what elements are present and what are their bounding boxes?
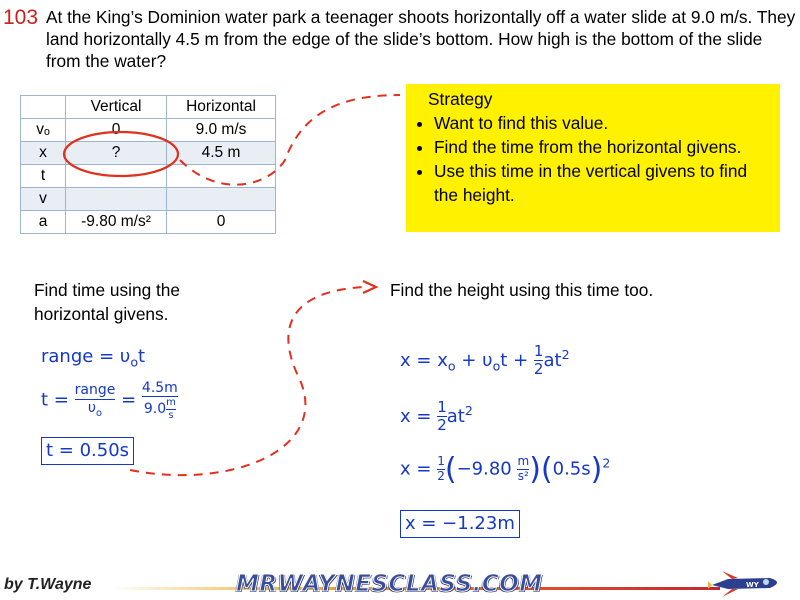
cell-horizontal: 9.0 m/s (167, 119, 276, 142)
eq-term: υ (119, 346, 131, 367)
strategy-item: • Find the time from the horizontal givens. (434, 135, 774, 159)
paren: ) (529, 452, 541, 487)
equation-simplified (400, 399, 473, 435)
eq-term: x (400, 458, 411, 480)
row-label: v (21, 188, 66, 211)
table-row (21, 188, 276, 211)
cell-vertical (66, 188, 167, 211)
strategy-title: Strategy (428, 89, 493, 109)
table-header-blank (21, 96, 66, 119)
eq-term: t (500, 349, 508, 371)
eq-subscript: o (96, 407, 103, 419)
eq-term: t (41, 389, 49, 411)
fraction-numerator: m (166, 397, 176, 409)
fraction-numerator: 1 (437, 454, 445, 469)
step1-title: Find time using the horizontal givens. (34, 280, 181, 324)
fraction-numerator: m (517, 454, 530, 469)
equation-time (41, 380, 178, 421)
step2-title: Find the height using this time too. (390, 280, 654, 300)
table-row (21, 119, 276, 142)
rocket-label: WY (746, 581, 759, 589)
eq-sign: = (416, 405, 432, 427)
eq-sign: + (461, 349, 477, 371)
cell-horizontal (167, 188, 276, 211)
eq-sign: = (416, 458, 432, 480)
equation-kinematic (400, 343, 570, 379)
eq-sign: = (99, 346, 115, 367)
eq-term: 9.0 (143, 401, 167, 418)
equation-substituted (400, 452, 610, 487)
row-label: x (21, 142, 66, 165)
unit-fraction (517, 455, 529, 484)
eq-term: x (400, 349, 411, 371)
cell-vertical: 0 (66, 119, 167, 142)
result-time: t = 0.50s (41, 437, 134, 465)
eq-subscript: o (447, 358, 456, 374)
site-logo: MRWAYNESCLASS.COM (236, 571, 543, 597)
eq-subscript: o (492, 358, 501, 374)
eq-term: x (400, 405, 411, 427)
row-label: a (21, 211, 66, 234)
question-text: At the King’s Dominion water park a teenager shoots horizontally off a water slide at 9.0 m/s. They land horizontally 4.5 m from the edge of the slide’s bottom. How high is the bottom of the slide from the water? (46, 7, 796, 71)
fraction (142, 380, 178, 421)
rocket-icon (708, 570, 788, 598)
eq-subscript: o (130, 354, 139, 370)
eq-term: at (446, 405, 465, 427)
strategy-item: • Use this time in the vertical givens to find the height. (434, 159, 774, 207)
fraction-denominator: 2 (437, 469, 445, 483)
eq-term: 0.5s (552, 458, 591, 480)
author-credit: by T.Wayne (4, 576, 92, 593)
arrowhead-icon (363, 281, 376, 293)
table-row (21, 211, 276, 234)
cell-horizontal (167, 165, 276, 188)
givens-table (20, 95, 276, 234)
strategy-box (406, 84, 780, 232)
eq-term: υ (87, 399, 97, 416)
strategy-list (412, 111, 774, 207)
equation-range (41, 346, 145, 370)
table-row (21, 142, 276, 165)
paren: ) (590, 452, 603, 487)
fraction (75, 382, 116, 418)
fraction-numerator: 1 (437, 398, 447, 416)
fraction-denominator: 2 (533, 360, 544, 379)
cell-horizontal: 0 (167, 211, 276, 234)
fraction-denominator: 2 (437, 416, 447, 435)
fraction (437, 455, 445, 484)
fraction-denominator (142, 396, 178, 421)
fraction-numerator: 1 (533, 342, 544, 360)
fraction (437, 399, 447, 435)
eq-term: υ (482, 349, 493, 371)
eq-exponent: 2 (602, 455, 611, 471)
table-header-horizontal: Horizontal (167, 96, 276, 119)
paren: ( (444, 452, 457, 487)
cell-vertical (66, 165, 167, 188)
fraction-numerator: range (74, 382, 116, 399)
table-header-vertical: Vertical (66, 96, 167, 119)
cell-vertical: ? (66, 142, 167, 165)
eq-term: t (138, 346, 146, 367)
table-row (21, 165, 276, 188)
strategy-item: • Want to find this value. (434, 111, 774, 135)
table-header-row (21, 96, 276, 119)
unit-fraction (166, 397, 176, 421)
fraction-denominator: s (166, 409, 176, 422)
eq-term: range (41, 346, 94, 367)
row-label: t (21, 165, 66, 188)
fraction-denominator (75, 399, 116, 419)
fraction-numerator: 4.5m (141, 380, 178, 396)
eq-term: at (543, 349, 562, 371)
eq-sign: = (121, 389, 137, 411)
eq-term: −9.80 (456, 458, 512, 480)
cell-vertical: -9.80 m/s² (66, 211, 167, 234)
eq-sign: = (416, 349, 432, 371)
eq-exponent: 2 (464, 402, 473, 418)
eq-term: x (437, 349, 448, 371)
cell-horizontal: 4.5 m (167, 142, 276, 165)
row-label: vₒ (21, 119, 66, 142)
eq-sign: = (53, 389, 69, 411)
eq-sign: + (513, 349, 529, 371)
result-height: x = −1.23m (400, 510, 520, 538)
fraction-denominator: s² (517, 469, 529, 483)
paren: ( (540, 452, 553, 487)
eq-exponent: 2 (561, 346, 570, 362)
slide-number: 103 (3, 6, 39, 29)
